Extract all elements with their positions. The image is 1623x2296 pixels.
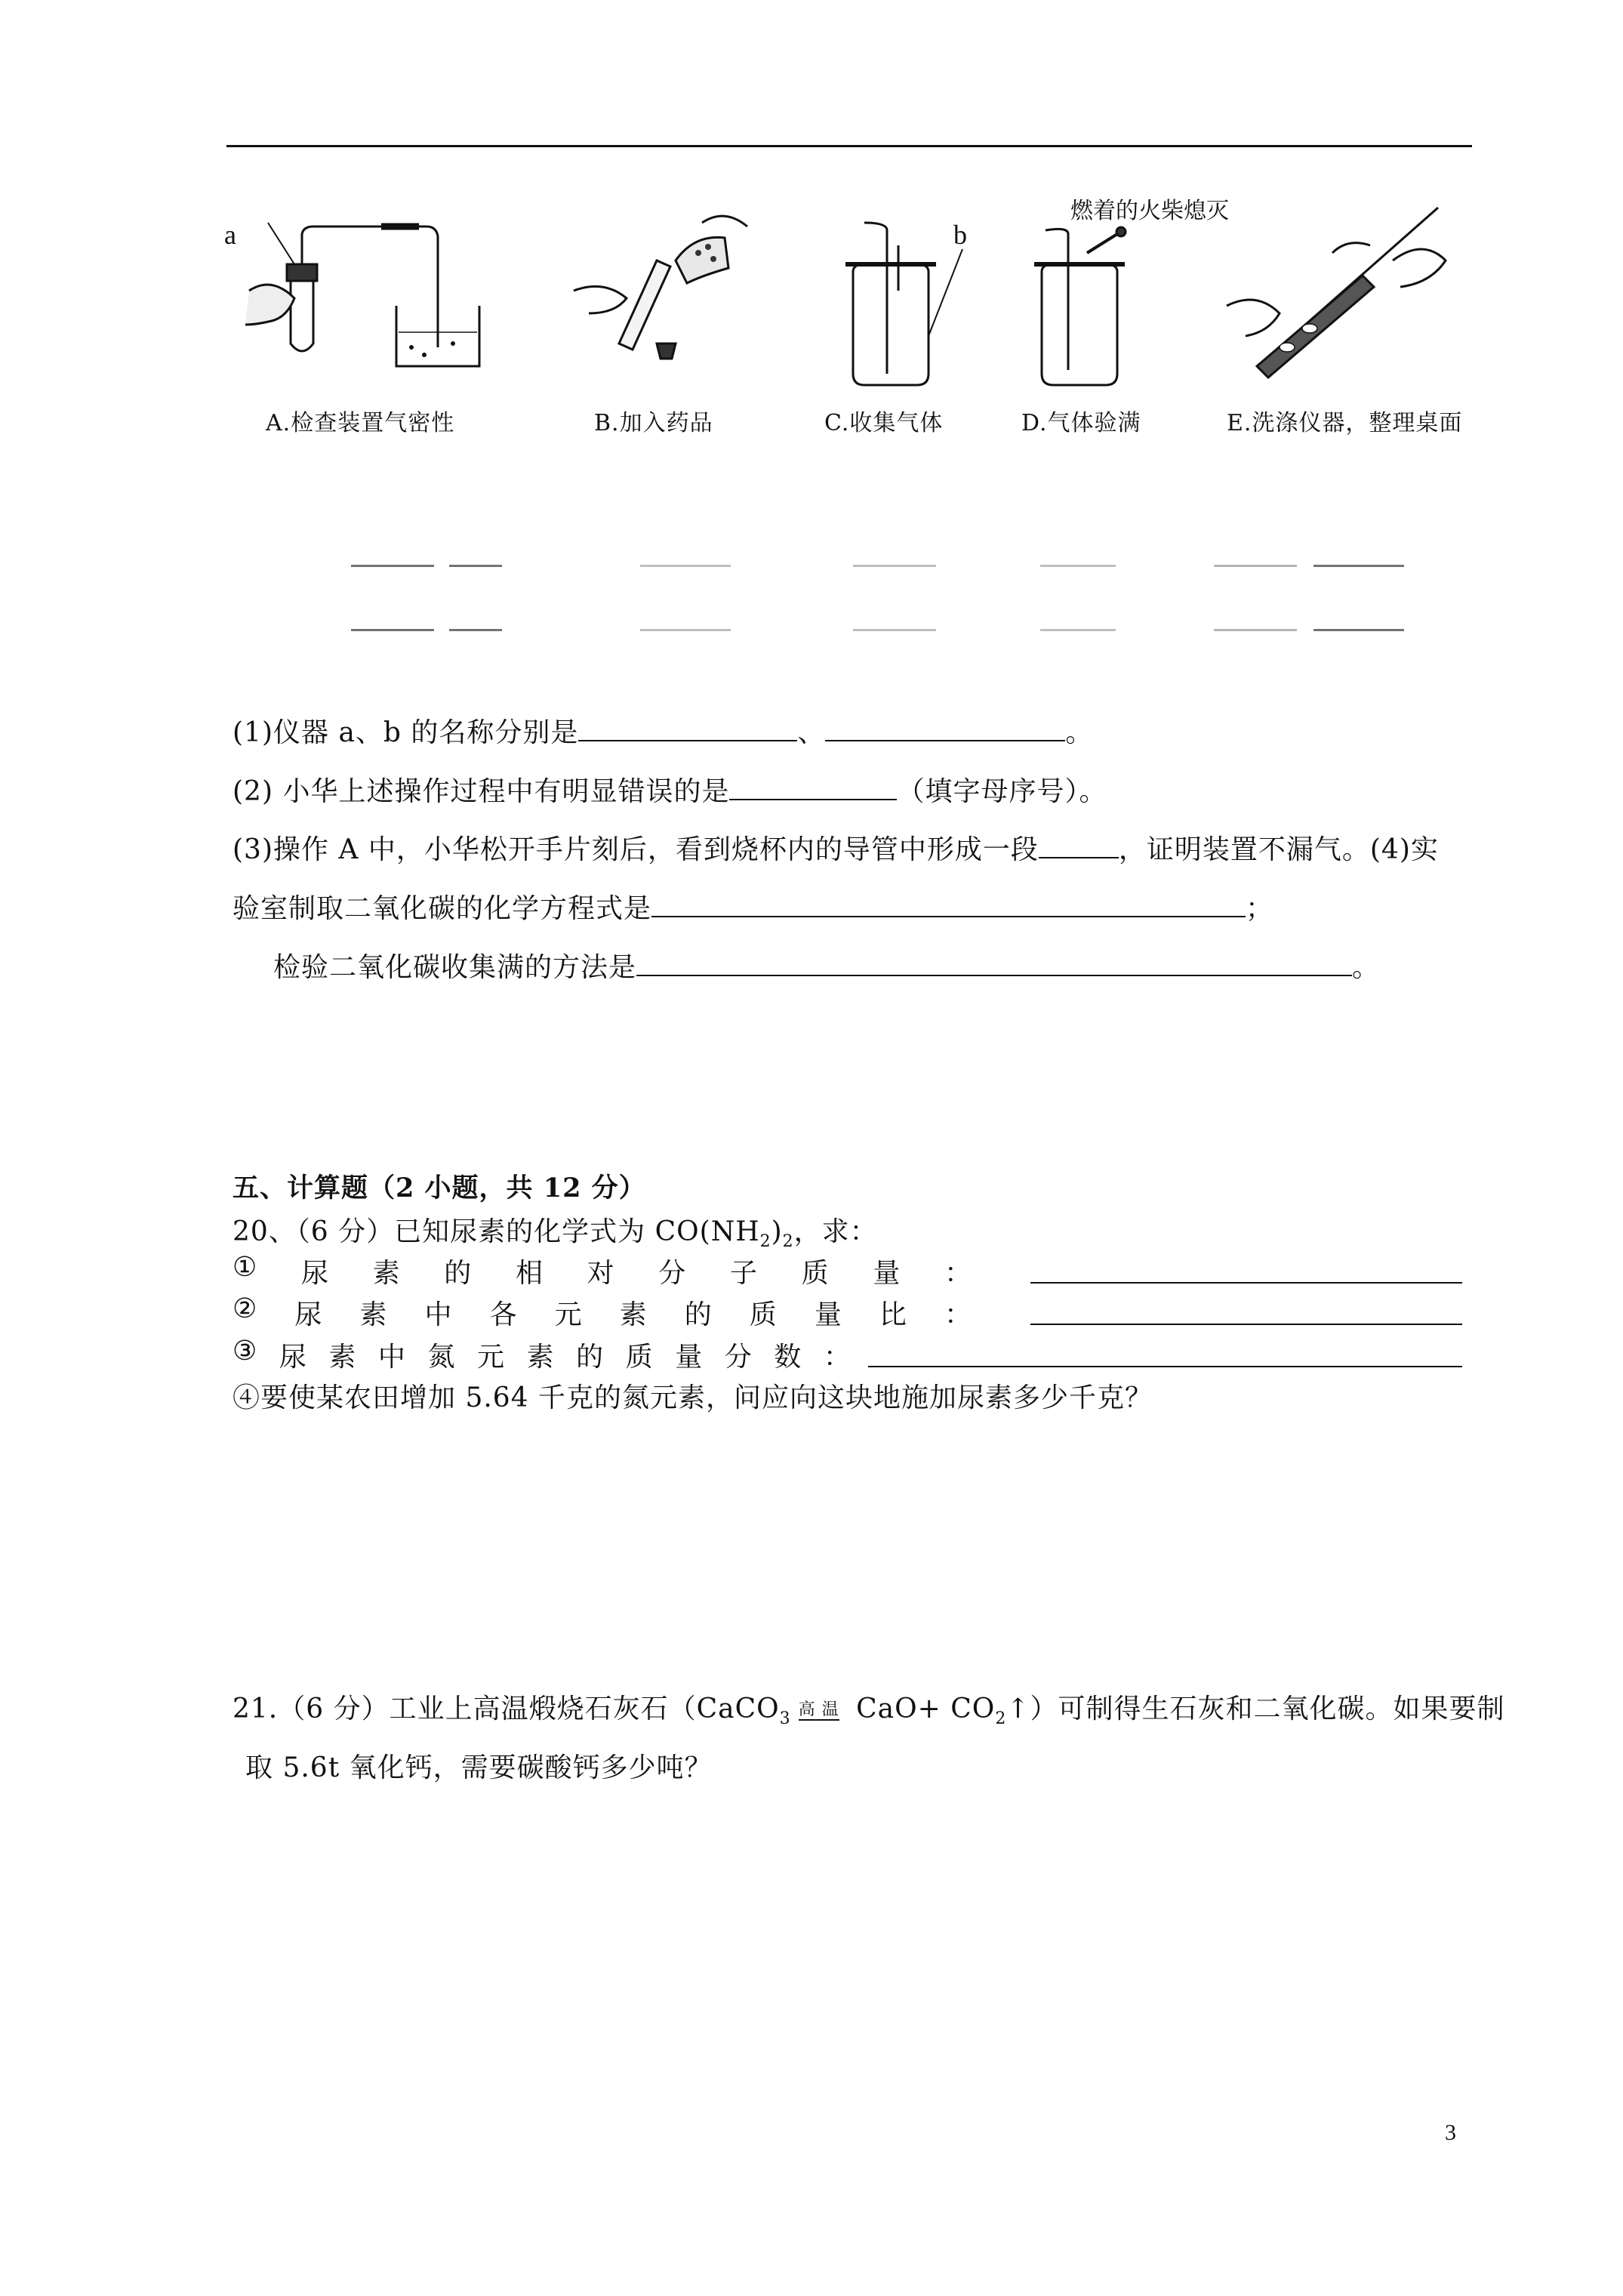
caption-a: A.检查装置气密性 xyxy=(266,410,455,436)
caption-d: D.气体验满 xyxy=(1021,410,1141,436)
q20-intro xyxy=(233,1210,878,1251)
answer-blank-molecular-mass[interactable] xyxy=(1030,1281,1462,1284)
figure-e-wash-instruments xyxy=(1212,193,1461,400)
q21-line1-sub2: 2 xyxy=(995,1709,1007,1729)
q20-item3-char: 素 xyxy=(328,1342,357,1373)
q20-item1-char: 的 xyxy=(444,1258,473,1289)
q20-item2-char: 比 xyxy=(879,1299,907,1330)
q20-item1-char: 子 xyxy=(729,1258,758,1289)
q19-part4 xyxy=(233,887,1273,926)
q19-part1 xyxy=(233,711,1093,750)
q20-item2-char: 尿 xyxy=(294,1299,323,1330)
caption-c: C.收集气体 xyxy=(824,410,944,436)
q20-intro-mid: ) xyxy=(771,1216,783,1247)
caption-e: E.洗涤仪器，整理桌面 xyxy=(1227,410,1463,436)
q20-item2-char: 的 xyxy=(684,1299,713,1330)
q20-item1-char: 量 xyxy=(873,1258,901,1289)
q20-item2-char: 素 xyxy=(619,1299,648,1330)
caption-b: B.加入药品 xyxy=(594,410,713,436)
q20-item1 xyxy=(233,1252,972,1290)
q21-line1 xyxy=(233,1687,1504,1728)
q19-part1-end: 。 xyxy=(1065,717,1094,748)
label-a: a xyxy=(224,220,236,250)
reaction-condition-high-temp: 高 温 xyxy=(798,1700,839,1719)
header-rule xyxy=(226,145,1472,147)
q19-part2 xyxy=(233,770,1107,809)
q20-item2-char: ② xyxy=(233,1293,258,1324)
q20-item3-char: 数 xyxy=(774,1342,802,1373)
q19-part2-text: (2) 小华上述操作过程中有明显错误的是 xyxy=(233,776,730,807)
q19-part2-hint: （填字母序号）。 xyxy=(897,776,1107,807)
washing-test-tube-drawing xyxy=(1212,193,1461,400)
answer-blank-b[interactable] xyxy=(825,739,1065,741)
q20-item2-char: 量 xyxy=(814,1299,842,1330)
q20-item3-char: 元 xyxy=(477,1342,506,1373)
figure-b-add-reagent xyxy=(544,193,762,400)
q21-line2: 取 5.6t 氧化钙，需要碳酸钙多少吨？ xyxy=(245,1752,713,1783)
add-reagent-drawing xyxy=(544,193,762,400)
q20-item3-char: 尿 xyxy=(279,1342,307,1373)
q20-item2-char: 素 xyxy=(359,1299,388,1330)
page-number: 3 xyxy=(1445,2120,1456,2145)
answer-blank-wrong-step[interactable] xyxy=(729,798,897,800)
q20-item2-char: 中 xyxy=(424,1299,453,1330)
answer-blank-mass-ratio[interactable] xyxy=(1030,1323,1462,1325)
answer-blank-nitrogen-fraction[interactable] xyxy=(868,1365,1462,1367)
q20-item1-char: ① xyxy=(233,1252,258,1283)
q20-item3-char: 的 xyxy=(576,1342,605,1373)
q19-part3 xyxy=(233,828,1439,867)
q20-intro-pre: 20、（6 分）已知尿素的化学式为 CO(NH xyxy=(233,1216,760,1247)
q20-item1-char: 相 xyxy=(515,1258,544,1289)
section5-title: 五、计算题（2 小题，共 12 分） xyxy=(233,1173,646,1203)
q19-part3-text: (3)操作 A 中，小华松开手片刻后，看到烧杯内的导管中形成一段 xyxy=(233,834,1039,865)
figure-a-airtightness xyxy=(226,193,521,400)
q20-item1-char: ： xyxy=(944,1258,972,1289)
q20-item3-char: 素 xyxy=(526,1342,555,1373)
q20-item3 xyxy=(233,1336,852,1374)
q20-item2-char: 各 xyxy=(489,1299,518,1330)
q21-line1-sub: 3 xyxy=(779,1709,791,1729)
q20-item2-char: ： xyxy=(944,1299,972,1330)
q19-part3-after: ，证明装置不漏气。(4)实 xyxy=(1118,834,1439,865)
q19-part5 xyxy=(273,946,1380,985)
q20-item1-char: 素 xyxy=(372,1258,401,1289)
q19-part5-end: 。 xyxy=(1352,952,1381,983)
q20-item4: ④要使某农田增加 5.64 千克的氮元素，问应向这块地施加尿素多少千克？ xyxy=(233,1382,1153,1413)
q20-item3-char: 中 xyxy=(377,1342,406,1373)
answer-blank-a[interactable] xyxy=(578,739,797,741)
q20-item2 xyxy=(233,1293,972,1332)
q20-item1-char: 尿 xyxy=(300,1258,329,1289)
q19-part4-end: ； xyxy=(1246,893,1274,924)
burning-match-note: 燃着的火柴熄灭 xyxy=(1070,198,1229,224)
q20-item2-char: 质 xyxy=(749,1299,778,1330)
q20-item1-char: 分 xyxy=(658,1258,687,1289)
q19-part1-sep: 、 xyxy=(797,717,826,748)
answer-blank-water-column[interactable] xyxy=(1039,856,1119,858)
q19-part4-text: 验室制取二氧化碳的化学方程式是 xyxy=(233,893,652,924)
q20-item3-char: 分 xyxy=(724,1342,753,1373)
q20-item3-char: 质 xyxy=(625,1342,654,1373)
q20-item2-char: 元 xyxy=(554,1299,583,1330)
q20-item3-char: ③ xyxy=(233,1336,258,1367)
q20-item3-char: 量 xyxy=(675,1342,704,1373)
answer-blank-full-check[interactable] xyxy=(636,974,1352,976)
q20-intro-sub2: 2 xyxy=(782,1232,794,1252)
q21-line1-post: ↑）可制得生石灰和二氧化碳。如果要制 xyxy=(1006,1693,1505,1724)
q20-intro-sub: 2 xyxy=(759,1232,771,1252)
q20-intro-post: ，求： xyxy=(793,1216,878,1247)
answer-blank-equation[interactable] xyxy=(651,915,1246,917)
airtightness-apparatus-drawing xyxy=(226,193,521,400)
q20-item3-char: 氮 xyxy=(427,1342,456,1373)
q19-part1-text: (1)仪器 a、b 的名称分别是 xyxy=(233,717,579,748)
q21-line1-pre: 21.（6 分）工业上高温煅烧石灰石（CaCO xyxy=(233,1693,780,1724)
q20-item3-char: ： xyxy=(823,1342,852,1373)
q21-line1-mid: CaO+ CO xyxy=(846,1693,996,1724)
q20-item1-char: 对 xyxy=(587,1258,615,1289)
q20-item1-char: 质 xyxy=(801,1258,830,1289)
q19-part5-text: 检验二氧化碳收集满的方法是 xyxy=(273,952,637,983)
label-b: b xyxy=(953,220,967,250)
